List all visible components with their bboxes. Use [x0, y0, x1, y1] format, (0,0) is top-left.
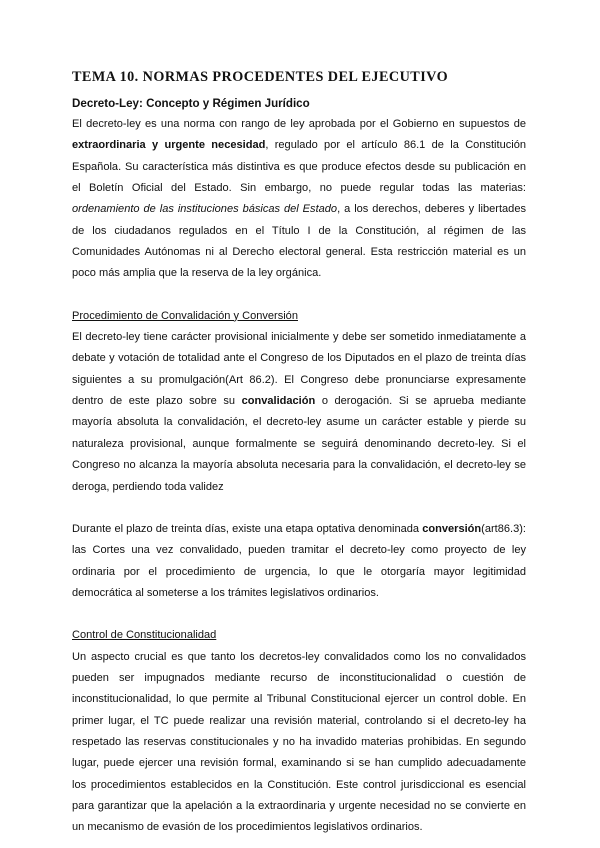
spacer — [72, 285, 526, 306]
document-page — [72, 66, 526, 839]
text-run: , regulado por el artículo 86.1 de la Constitución Española. Su característica más distintiva es que produce efectos desde su publicación en el Boletín Oficial del Estado. Sin embargo, no puede regular todas las materias: — [72, 139, 526, 195]
text-run: , a los derechos, deberes y libertades de los ciudadanos regulados en el Título I de la Constitución, al régimen de las Comunidades Autónomas ni al Derecho electoral general. Esta restricción material es un poco más amplia que la reserva de la ley orgánica. — [72, 203, 526, 280]
text-run: El decreto-ley tiene carácter provisional inicialmente y debe ser sometido inmediatamente a debate y votación de totalidad ante el Congreso de los Diputados en el plazo de treinta días siguientes a su promulgación(Art 86.2). El Congreso debe pronunciarse expresamente dentro de este plazo sobre su — [72, 331, 526, 408]
bold-term: extraordinaria y urgente necesidad — [72, 139, 266, 152]
text-run: Un aspecto crucial es que tanto los decretos-ley convalidados como los no convalidados pueden ser impugnados mediante recurso de inconstitucionalidad o cuestión de inconstitucionalidad, lo que permite al Tribunal Constitucional ejercer un control doble. En primer lugar, el TC puede realizar una revisión material, controlando si el decreto-ley ha respetado las reservas constitucionales y no ha invadido materias prohibidas. En segundo lugar, puede ejercer una revisión formal, examinando si se han cumplido adecuadamente los procedimientos establecidos en la Constitución. Este control jurisdiccional es esencial para garantizar que la apelación a la extraordinaria y urgente necesidad no se convierte en un mecanismo de evasión de los procedimientos legislativos ordinarios. — [72, 650, 526, 834]
bold-term: conversión — [422, 522, 482, 535]
section-heading-control: Control de Constitucionalidad — [72, 629, 217, 642]
paragraph-convalidacion — [72, 327, 526, 498]
section-subtitle: Decreto-Ley: Concepto y Régimen Jurídico — [72, 97, 310, 110]
text-run: Durante el plazo de treinta días, existe una etapa optativa denominada — [72, 522, 423, 535]
section-heading-convalidacion: Procedimiento de Convalidación y Conversión — [72, 309, 298, 322]
paragraph-control — [72, 647, 526, 839]
paragraph-definition — [72, 114, 526, 285]
spacer — [72, 604, 526, 625]
text-run: El decreto-ley es una norma con rango de ley aprobada por el Gobierno en supuestos de — [72, 118, 526, 130]
document-title: TEMA 10. NORMAS PROCEDENTES DEL EJECUTIVO — [72, 69, 449, 85]
text-run: o derogación. Si se aprueba mediante mayoría absoluta la convalidación, el decreto-ley asume un carácter estable y pierde su naturaleza provisional, aunque formalmente se seguirá denominando decreto-ley. Si el Congreso no alcanza la mayoría absoluta necesaria para la convalidación, el decreto-ley se deroga, perdiendo toda validez — [72, 395, 526, 493]
text-run: (art86.3): las Cortes una vez convalidado, pueden tramitar el decreto-ley como proyecto de ley ordinaria por el procedimiento de urgencia, lo que le otorgaría mayor legitimidad democrática al someterse a los trámites legislativos ordinarios. — [72, 522, 526, 599]
paragraph-conversion — [72, 519, 526, 604]
spacer — [72, 498, 526, 519]
italic-term: ordenamiento de las instituciones básicas del Estado — [72, 203, 338, 216]
bold-term: convalidación — [241, 395, 316, 408]
